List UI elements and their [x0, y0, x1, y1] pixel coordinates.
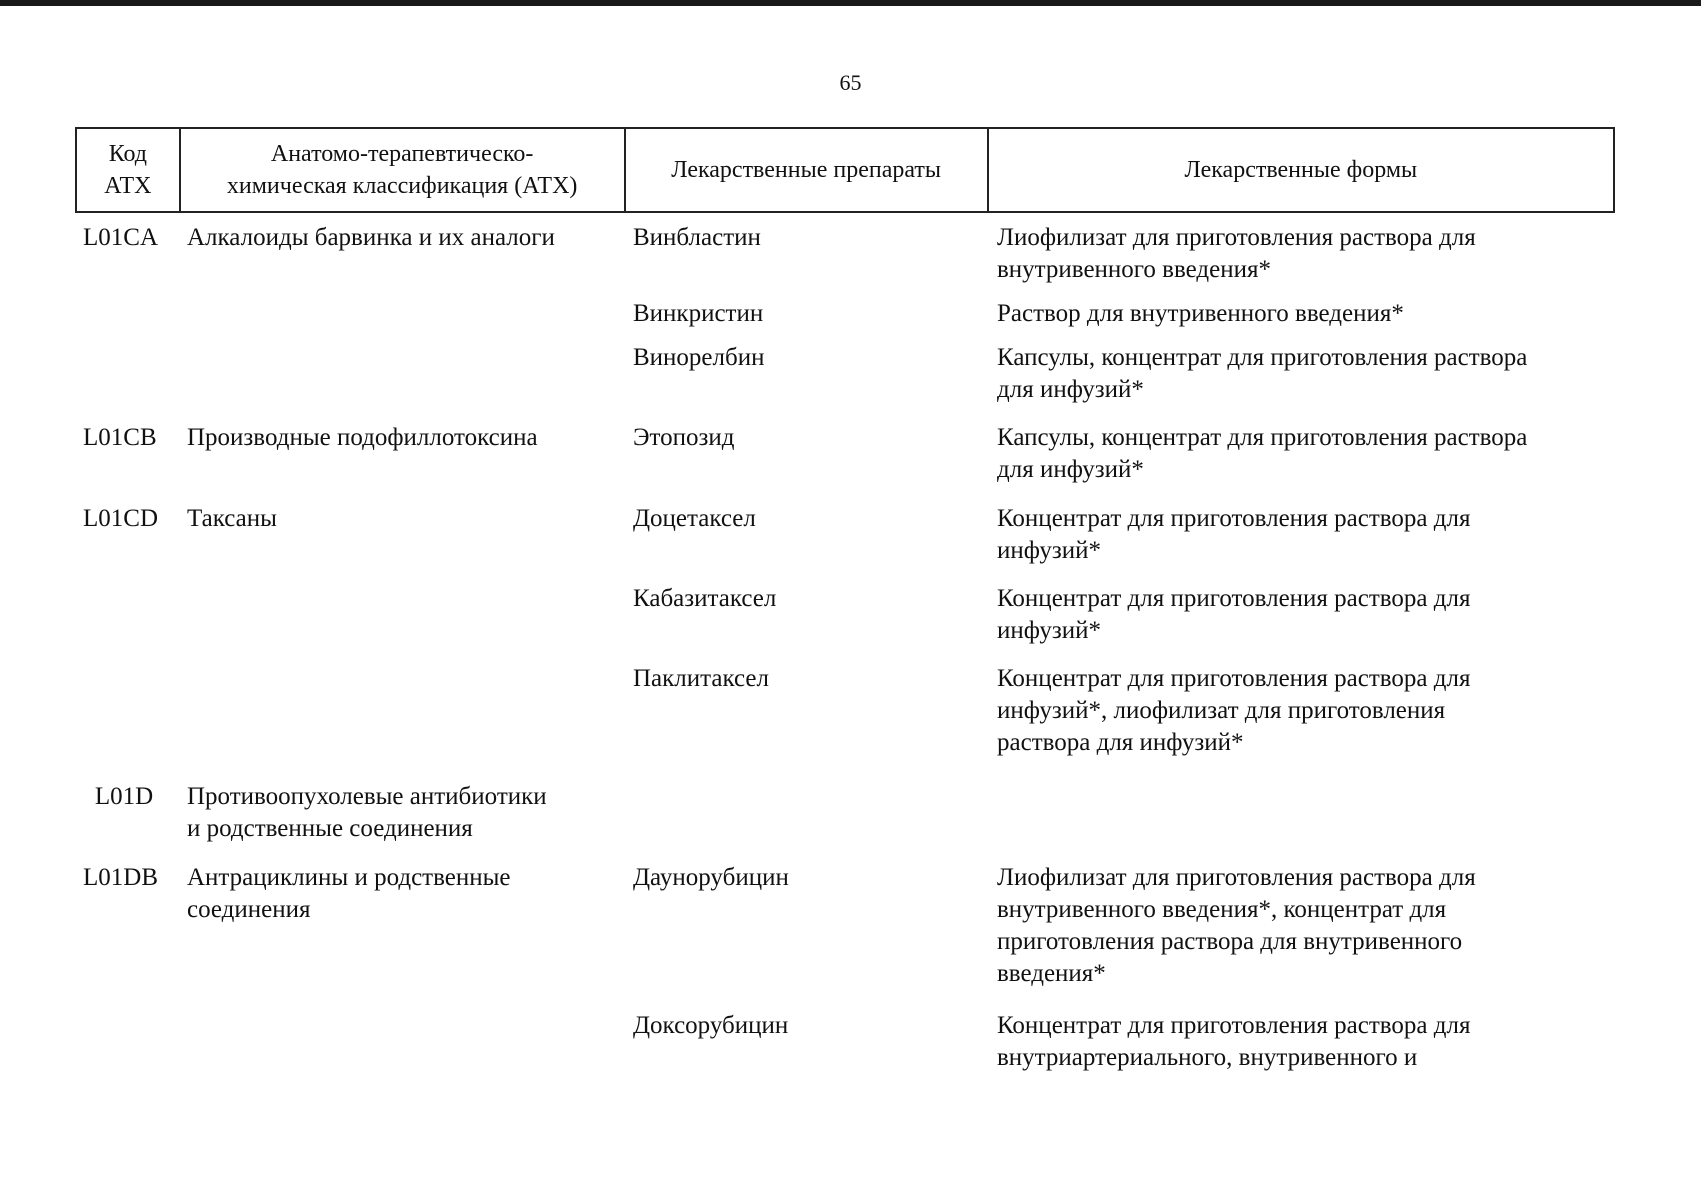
- drug-name: Винкристин: [633, 300, 764, 327]
- dosage-form: Концентрат для приготовления раствора для внутриартериального, внутривенного и: [997, 1012, 1471, 1071]
- drug-name: Доксорубицин: [633, 1012, 789, 1039]
- atc-class: Антрациклины и родственные соединения: [187, 864, 511, 923]
- atc-code: L01CB: [83, 424, 157, 451]
- atc-code: L01D: [94, 783, 154, 810]
- drug-name: Винорелбин: [633, 344, 765, 371]
- atc-class: [179, 1010, 625, 1074]
- header-classification: [181, 129, 626, 211]
- table-body: [75, 222, 1615, 1074]
- header-code-label: Код АТХ: [104, 141, 152, 199]
- table-row: [75, 503, 1615, 567]
- atc-code: L01CA: [83, 224, 158, 251]
- table-row: [75, 1010, 1615, 1074]
- table-row: [75, 422, 1615, 486]
- drug-name: Кабазитаксел: [633, 585, 777, 612]
- table-row: [75, 862, 1615, 990]
- header-forms: [989, 129, 1613, 211]
- table-row: [75, 663, 1615, 759]
- dosage-form: Концентрат для приготовления раствора для инфузий*: [997, 505, 1471, 564]
- header-forms-label: Лекарственные формы: [1184, 157, 1418, 183]
- atc-class: Алкалоиды барвинка и их аналоги: [187, 224, 555, 251]
- table-row: [75, 342, 1615, 406]
- table-header: [75, 127, 1615, 213]
- table-row: [75, 583, 1615, 647]
- atc-class: [179, 663, 625, 759]
- dosage-form: Концентрат для приготовления раствора для инфузий*: [997, 585, 1471, 644]
- table-row: [75, 781, 1615, 845]
- drug-name: Доцетаксел: [633, 505, 756, 532]
- header-drugs: [626, 129, 989, 211]
- table-row: [75, 222, 1615, 286]
- dosage-form: [989, 781, 1615, 845]
- drug-name: Этопозид: [633, 424, 735, 451]
- drug-name: Паклитаксел: [633, 665, 769, 692]
- atc-class: [179, 342, 625, 406]
- drug-name: Даунорубицин: [633, 864, 789, 891]
- atc-code: L01CD: [83, 505, 158, 532]
- dosage-form: Лиофилизат для приготовления раствора для внутривенного введения*, концентрат для приготовления раствора для внутривенного введения*: [997, 864, 1476, 987]
- dosage-form: Раствор для внутривенного введения*: [997, 300, 1404, 327]
- atc-class: [179, 583, 625, 647]
- dosage-form: Лиофилизат для приготовления раствора для внутривенного введения*: [997, 224, 1476, 283]
- page-number: 65: [839, 70, 862, 95]
- atc-class: Противоопухолевые антибиотики и родственные соединения: [187, 783, 547, 842]
- atc-class: [179, 298, 625, 330]
- atc-code: [75, 298, 179, 330]
- top-border: [0, 0, 1701, 6]
- header-code: [77, 129, 181, 211]
- header-drugs-label: Лекарственные препараты: [671, 157, 942, 183]
- atc-code: [75, 342, 179, 406]
- drug-name: [625, 781, 989, 845]
- atc-class: Производные подофиллотоксина: [187, 424, 538, 451]
- atc-code: L01DB: [83, 864, 158, 891]
- dosage-form: Концентрат для приготовления раствора для инфузий*, лиофилизат для приготовления раствора для инфузий*: [997, 665, 1471, 756]
- dosage-form: Капсулы, концентрат для приготовления раствора для инфузий*: [997, 424, 1528, 483]
- header-classification-label: Анатомо-терапевтическо- химическая классификация (АТХ): [226, 141, 578, 199]
- atc-code: [75, 663, 179, 759]
- atc-class: Таксаны: [187, 505, 277, 532]
- dosage-form: Капсулы, концентрат для приготовления раствора для инфузий*: [997, 344, 1528, 403]
- atc-code: [75, 583, 179, 647]
- atc-code: [75, 1010, 179, 1074]
- drug-name: Винбластин: [633, 224, 761, 251]
- table-row: [75, 298, 1615, 330]
